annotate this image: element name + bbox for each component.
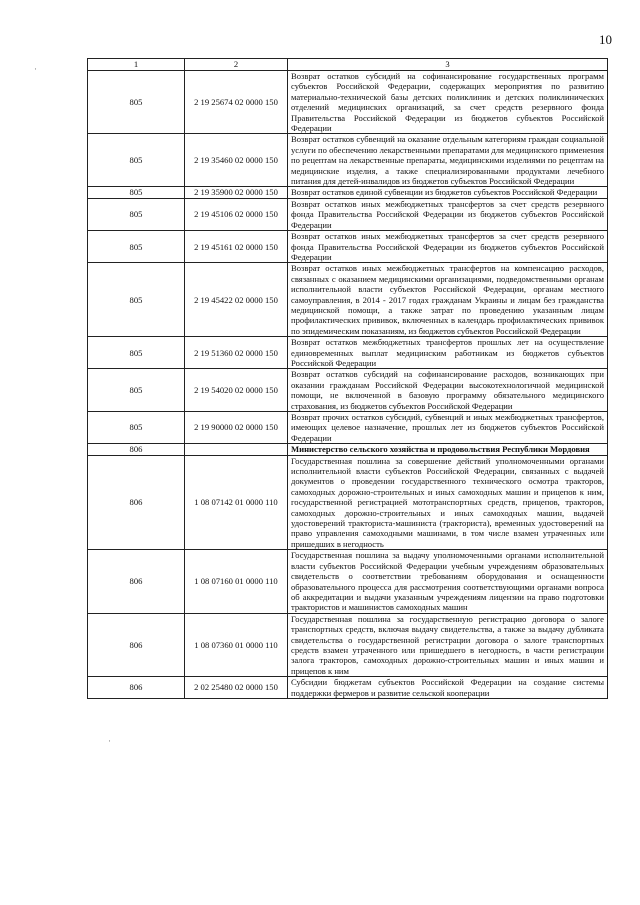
column-header: 3 [288,59,608,71]
budget-classification-table [87,58,608,699]
budget-code-cell: 2 19 90000 02 0000 150 [185,412,288,444]
table-row [88,71,608,134]
budget-code-cell: 2 02 25480 02 0000 150 [185,677,288,699]
table-header-row [88,59,608,71]
admin-code-cell: 805 [88,412,185,444]
budget-code-cell: 2 19 54020 02 0000 150 [185,369,288,412]
budget-code-cell: 2 19 45161 02 0000 150 [185,231,288,263]
admin-code-cell: 806 [88,455,185,550]
description-cell: Возврат остатков иных межбюджетных трансфертов за счет средств резервного фонда Правительства Российской Федерации из бюджетов субъектов Российской Федерации [288,198,608,230]
table-row [88,231,608,263]
table-row [88,444,608,455]
admin-code-cell: 805 [88,263,185,337]
description-cell: Государственная пошлина за выдачу уполномоченными органами исполнительной власти субъектов Российской Федерации учебным учреждениям образовательных свидетельств о соответствии требованиям оборудования и оснащенности образовательного процесса для рассмотрения соответствующими органами вопроса об аккредитации и выдачи указанным учреждениям лицензии на право подготовки трактористов и машинистов самоходных машин [288,550,608,613]
table-row [88,550,608,613]
admin-code-cell: 806 [88,613,185,676]
column-header: 2 [185,59,288,71]
scan-mark: · [108,736,111,746]
admin-code-cell: 806 [88,550,185,613]
table-row [88,613,608,676]
description-cell: Возврат остатков иных межбюджетных трансфертов за счет средств резервного фонда Правительства Российской Федерации из бюджетов субъектов Российской Федерации [288,231,608,263]
table-row [88,337,608,369]
budget-code-cell: 1 08 07160 01 0000 110 [185,550,288,613]
column-header: 1 [88,59,185,71]
description-cell: Министерство сельского хозяйства и продовольствия Республики Мордовия [288,444,608,455]
admin-code-cell: 805 [88,134,185,187]
budget-code-cell: 2 19 25674 02 0000 150 [185,71,288,134]
description-cell: Возврат остатков субсидий на софинансирование государственных программ субъектов Российской Федерации, содержащих мероприятия по развитию материально-технической базы детских поликлиник и детских поликлинических отделений медицинских организаций, за счет средств резервного фонда Правительства Российской Федерации из бюджетов субъектов Российской Федерации [288,71,608,134]
table-row [88,187,608,198]
description-cell: Возврат прочих остатков субсидий, субвенций и иных межбюджетных трансфертов, имеющих целевое назначение, прошлых лет из бюджетов субъектов Российской Федерации [288,412,608,444]
budget-code-cell: 2 19 51360 02 0000 150 [185,337,288,369]
description-cell: Возврат остатков межбюджетных трансфертов прошлых лет на осуществление единовременных выплат медицинским работникам из бюджетов субъектов Российской Федерации [288,337,608,369]
table-row [88,198,608,230]
admin-code-cell: 805 [88,71,185,134]
budget-code-cell: 2 19 45422 02 0000 150 [185,263,288,337]
budget-code-cell: 2 19 35900 02 0000 150 [185,187,288,198]
description-cell: Субсидии бюджетам субъектов Российской Федерации на создание системы поддержки фермеров и развитие сельской кооперации [288,677,608,699]
admin-code-cell: 805 [88,337,185,369]
admin-code-cell: 805 [88,231,185,263]
description-cell: Возврат остатков субвенций на оказание отдельным категориям граждан социальной услуги по обеспечению лекарственными препаратами для медицинского применения по рецептам на лекарственные препараты, медицинскими изделиями по рецептам на медицинские изделия, а также специализированными продуктами лечебного питания для детей-инвалидов из бюджетов субъектов Российской Федерации [288,134,608,187]
admin-code-cell: 806 [88,677,185,699]
budget-code-cell: 1 08 07142 01 0000 110 [185,455,288,550]
budget-code-cell: 1 08 07360 01 0000 110 [185,613,288,676]
description-cell: Возврат остатков субсидий на софинансирование расходов, возникающих при оказании гражданам Российской Федерации высокотехнологичной медицинской помощи, не включенной в базовую программу обязательного медицинского страхования, из бюджетов субъектов Российской Федерации [288,369,608,412]
table-row [88,263,608,337]
table-row [88,134,608,187]
admin-code-cell: 805 [88,198,185,230]
admin-code-cell: 805 [88,187,185,198]
table-row [88,412,608,444]
description-cell: Возврат остатков иных межбюджетных трансфертов на компенсацию расходов, связанных с оказанием медицинскими организациями, подведомственными органам исполнительной власти субъектов Российской Федерации, органам местного самоуправления, в 2014 - 2017 годах гражданам Украины и лицам без гражданства медицинской помощи, а также затрат по проведению указанным лицам профилактических прививок, включенных в календарь профилактических прививок по эпидемическим показаниям, из бюджетов субъектов Российской Федерации [288,263,608,337]
description-cell: Возврат остатков единой субвенции из бюджетов субъектов Российской Федерации [288,187,608,198]
description-cell: Государственная пошлина за государственную регистрацию договора о залоге транспортных средств, включая выдачу свидетельства, а также за выдачу дубликата свидетельства о государственной регистрации договора о залоге транспортных средств взамен утраченного или пришедшего в негодность, в части регистрации залога тракторов, самоходных дорожно-строительных машин и иных машин и прицепов к ним [288,613,608,676]
admin-code-cell: 805 [88,369,185,412]
scan-mark: · [34,64,37,74]
table-row [88,369,608,412]
description-cell: Государственная пошлина за совершение действий уполномоченными органами исполнительной власти субъектов Российской Федерации, связанных с выдачей документов о проведении государственного технического осмотра тракторов, самоходных дорожно-строительных и иных самоходных машин и прицепов к ним, государственной регистрацией мототранспортных средств, прицепов, тракторов, самоходных дорожно-строительных и иных самоходных машин, выдачей удостоверений тракториста-машиниста (тракториста), временных удостоверений на право управления самоходными машинами, в том числе взамен утраченных или пришедших в негодность [288,455,608,550]
table-row [88,677,608,699]
admin-code-cell: 806 [88,444,185,455]
budget-code-cell: 2 19 45106 02 0000 150 [185,198,288,230]
table-row [88,455,608,550]
budget-code-cell: 2 19 35460 02 0000 150 [185,134,288,187]
page-number: 10 [599,32,612,47]
budget-code-cell [185,444,288,455]
